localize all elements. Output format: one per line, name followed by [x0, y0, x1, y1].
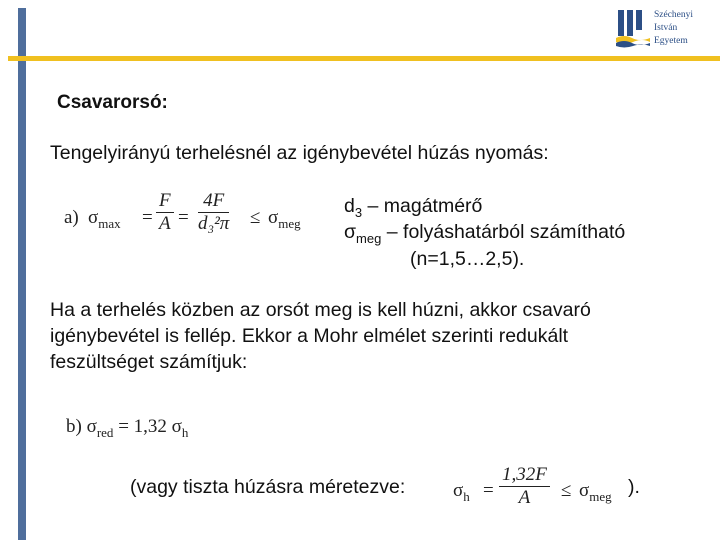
closing-paren: ). — [628, 476, 640, 498]
sigma-symbol: σ — [344, 221, 357, 243]
mohr-paragraph — [50, 297, 700, 375]
sigma-symbol: σ — [453, 480, 464, 501]
sigma-red — [86, 416, 114, 440]
university-name — [654, 9, 693, 48]
formula-a-label: a) — [64, 207, 79, 228]
sigma-symbol: σ — [171, 416, 182, 437]
equals-1: = — [142, 207, 153, 228]
sub-max: max — [98, 215, 121, 231]
logo-line-2: István — [654, 23, 678, 33]
formula-b — [66, 416, 188, 441]
d3-subscript: 3 — [354, 204, 363, 220]
intro-text: Tengelyirányú terhelésnél az igénybevétel húzás nyomás: — [50, 142, 549, 164]
slide-title: Csavarorsó: — [57, 92, 168, 113]
fraction-F-over-A — [156, 190, 174, 235]
sigma-h — [453, 480, 470, 505]
equals-2: = — [178, 207, 189, 228]
d3-text: – magátmérő — [362, 195, 483, 217]
sub-red: red — [96, 424, 114, 440]
fraction-numerator: F — [156, 190, 174, 213]
equals-coefficient: = 1,32 — [118, 416, 167, 437]
less-equal: ≤ — [561, 480, 572, 501]
sub-h: h — [181, 424, 189, 440]
alternative-text: (vagy tiszta húzásra méretezve: — [130, 476, 406, 498]
paragraph-line-2: igénybevétel is fellép. Ekkor a Mohr elmélet szerinti redukált — [50, 325, 569, 347]
sigma-symbol: σ — [88, 207, 99, 228]
fraction-numerator: 4F — [198, 190, 229, 213]
fraction-4F-over-d3-pi — [198, 190, 229, 235]
university-logo — [616, 6, 718, 52]
fraction-denominator: d₃²π — [198, 213, 230, 234]
equals: = — [483, 480, 494, 501]
sub-h: h — [463, 488, 470, 504]
sigma-symbol: σ — [86, 416, 97, 437]
sigma-meg — [268, 207, 301, 232]
logo-line-1: Széchenyi — [654, 10, 694, 20]
university-logo-mark-icon — [616, 8, 650, 48]
paragraph-line-3: feszültséget számítjuk: — [50, 351, 248, 373]
logo-line-3: Egyetem — [654, 36, 688, 46]
paragraph-line-1: Ha a terhelés közben az orsót meg is kell húzni, akkor csavaró — [50, 299, 591, 321]
sigma-text: – folyáshatárból számítható — [381, 221, 626, 243]
sigma-subscript: meg — [356, 230, 382, 246]
sub-meg: meg — [589, 488, 612, 504]
sigma-meg — [579, 480, 612, 505]
sub-meg: meg — [278, 215, 301, 231]
sigma-symbol: σ — [268, 207, 279, 228]
header-divider — [8, 56, 720, 61]
sigma-symbol: σ — [579, 480, 590, 501]
formula-a — [64, 190, 324, 248]
safety-factor-range: (n=1,5…2,5). — [410, 248, 525, 270]
formula-b-label: b) — [66, 416, 82, 437]
fraction-132F-over-A — [499, 464, 550, 509]
sigma-h — [171, 416, 189, 440]
formula-a-sigma — [88, 207, 121, 232]
fraction-numerator: 1,32F — [499, 464, 550, 487]
formula-c — [453, 464, 623, 520]
d3-symbol: d — [344, 195, 355, 217]
left-accent-bar — [18, 8, 26, 540]
fraction-denominator: A — [159, 213, 171, 234]
less-equal: ≤ — [250, 207, 261, 228]
fraction-denominator: A — [518, 487, 531, 508]
